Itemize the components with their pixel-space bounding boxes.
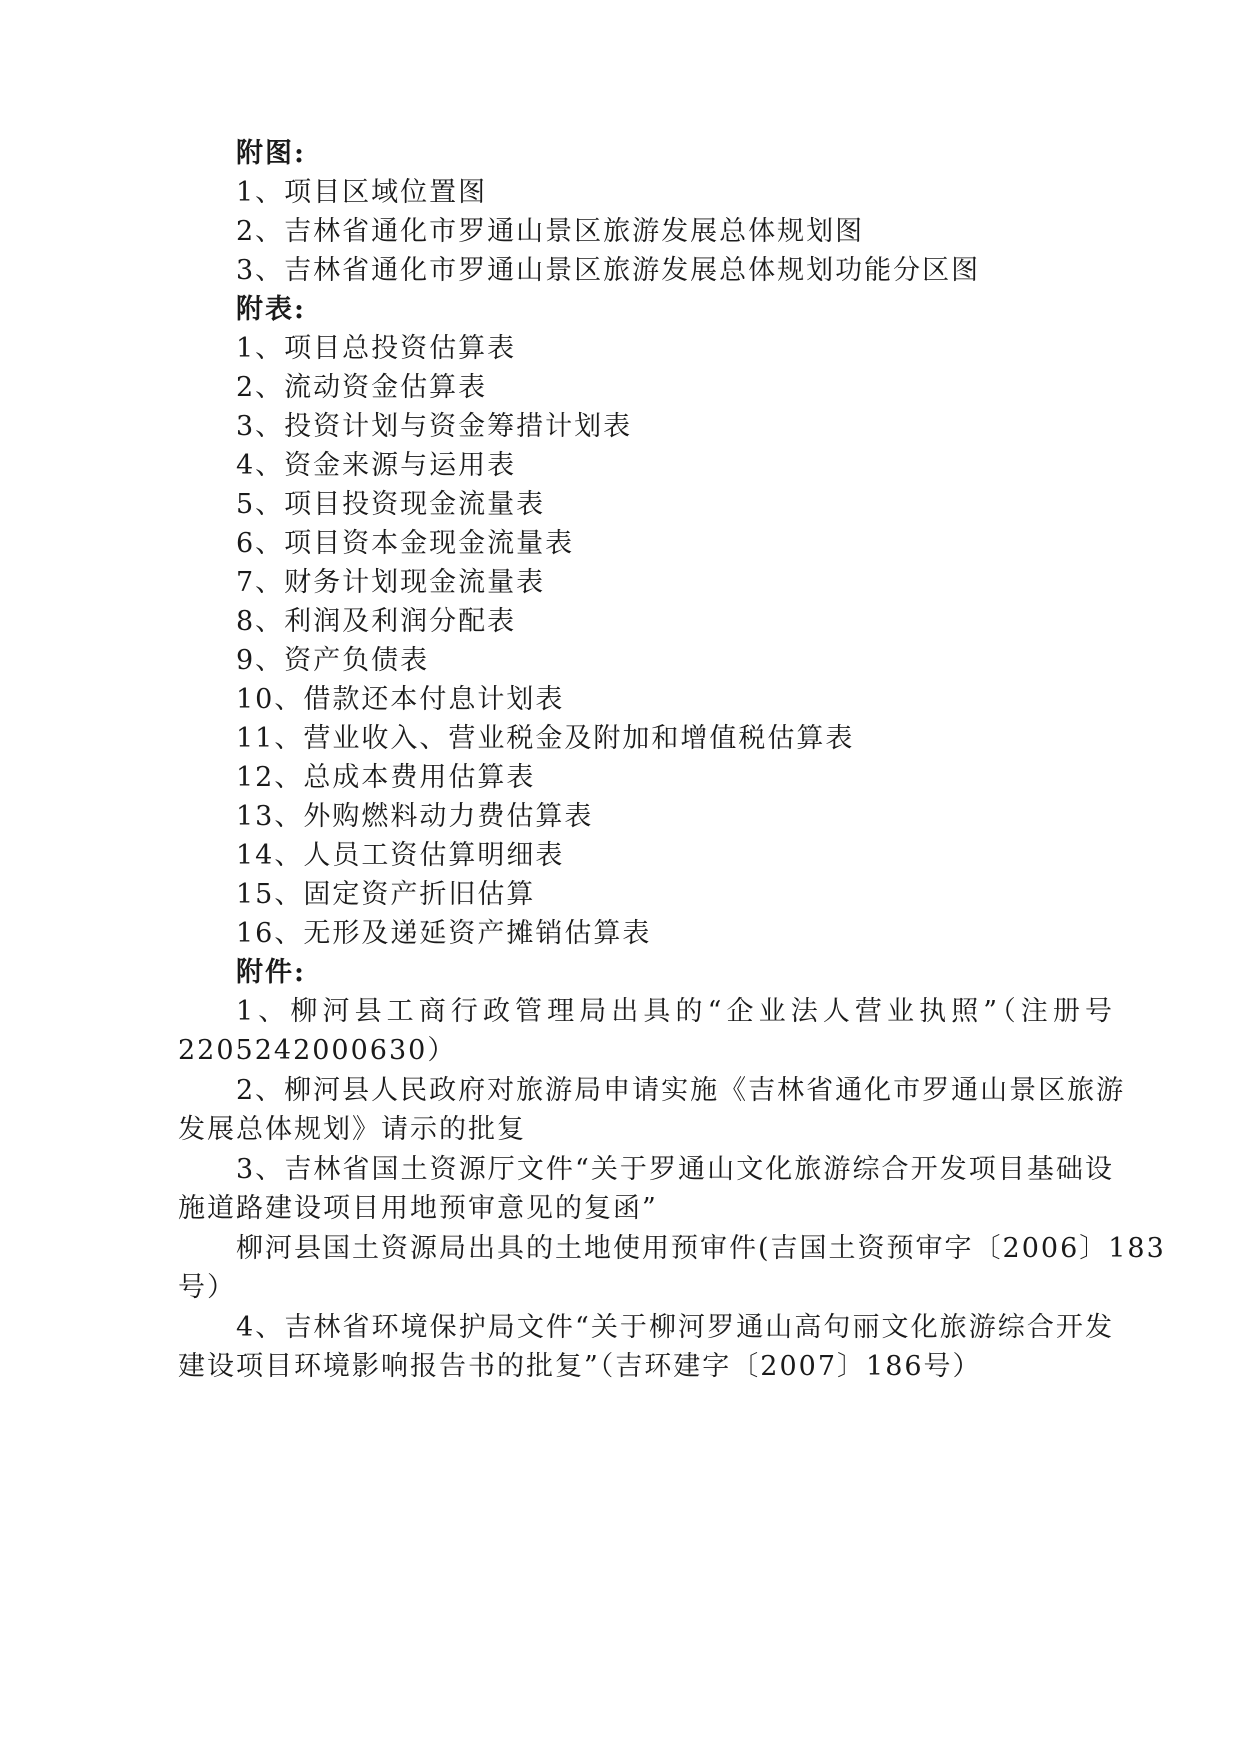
figure-item: 1、项目区域位置图 xyxy=(236,177,488,208)
tables-heading: 附表: xyxy=(236,294,306,325)
table-item: 1、项目总投资估算表 xyxy=(236,333,517,364)
figures-heading: 附图: xyxy=(236,138,306,169)
attachment-paragraph-line: 号） xyxy=(178,1272,236,1303)
attachment-paragraph-line: 1、柳河县工商行政管理局出具的“企业法人营业执照”（注册号 xyxy=(236,996,1114,1027)
figure-item: 3、吉林省通化市罗通山景区旅游发展总体规划功能分区图 xyxy=(236,255,981,286)
table-item: 3、投资计划与资金筹措计划表 xyxy=(236,411,633,442)
attachment-paragraph-line: 2、柳河县人民政府对旅游局申请实施《吉林省通化市罗通山景区旅游 xyxy=(236,1075,1126,1106)
table-item: 16、无形及递延资产摊销估算表 xyxy=(236,918,652,949)
table-item: 7、财务计划现金流量表 xyxy=(236,567,546,598)
table-item: 4、资金来源与运用表 xyxy=(236,450,517,481)
table-item: 13、外购燃料动力费估算表 xyxy=(236,801,594,832)
figure-item: 2、吉林省通化市罗通山景区旅游发展总体规划图 xyxy=(236,216,865,247)
attachment-paragraph-line: 3、吉林省国土资源厅文件“关于罗通山文化旅游综合开发项目基础设 xyxy=(236,1154,1114,1185)
table-item: 9、资产负债表 xyxy=(236,645,430,676)
table-item: 2、流动资金估算表 xyxy=(236,372,488,403)
attachments-heading: 附件: xyxy=(236,957,306,988)
attachment-paragraph-line: 2205242000630） xyxy=(178,1035,457,1066)
table-item: 12、总成本费用估算表 xyxy=(236,762,536,793)
table-item: 8、利润及利润分配表 xyxy=(236,606,517,637)
attachment-paragraph-line: 发展总体规划》请示的批复 xyxy=(178,1114,526,1145)
table-item: 5、项目投资现金流量表 xyxy=(236,489,546,520)
attachment-paragraph-line: 柳河县国土资源局出具的土地使用预审件(吉国土资预审字〔2006〕183 xyxy=(236,1233,1166,1264)
table-item: 15、固定资产折旧估算 xyxy=(236,879,536,910)
table-item: 10、借款还本付息计划表 xyxy=(236,684,565,715)
attachment-paragraph-line: 建设项目环境影响报告书的批复”（吉环建字〔2007〕186号） xyxy=(178,1351,982,1382)
attachment-paragraph-line: 施道路建设项目用地预审意见的复函” xyxy=(178,1193,658,1224)
table-item: 14、人员工资估算明细表 xyxy=(236,840,565,871)
attachment-paragraph-line: 4、吉林省环境保护局文件“关于柳河罗通山高句丽文化旅游综合开发 xyxy=(236,1312,1114,1343)
table-item: 6、项目资本金现金流量表 xyxy=(236,528,575,559)
table-item: 11、营业收入、营业税金及附加和增值税估算表 xyxy=(236,723,855,754)
